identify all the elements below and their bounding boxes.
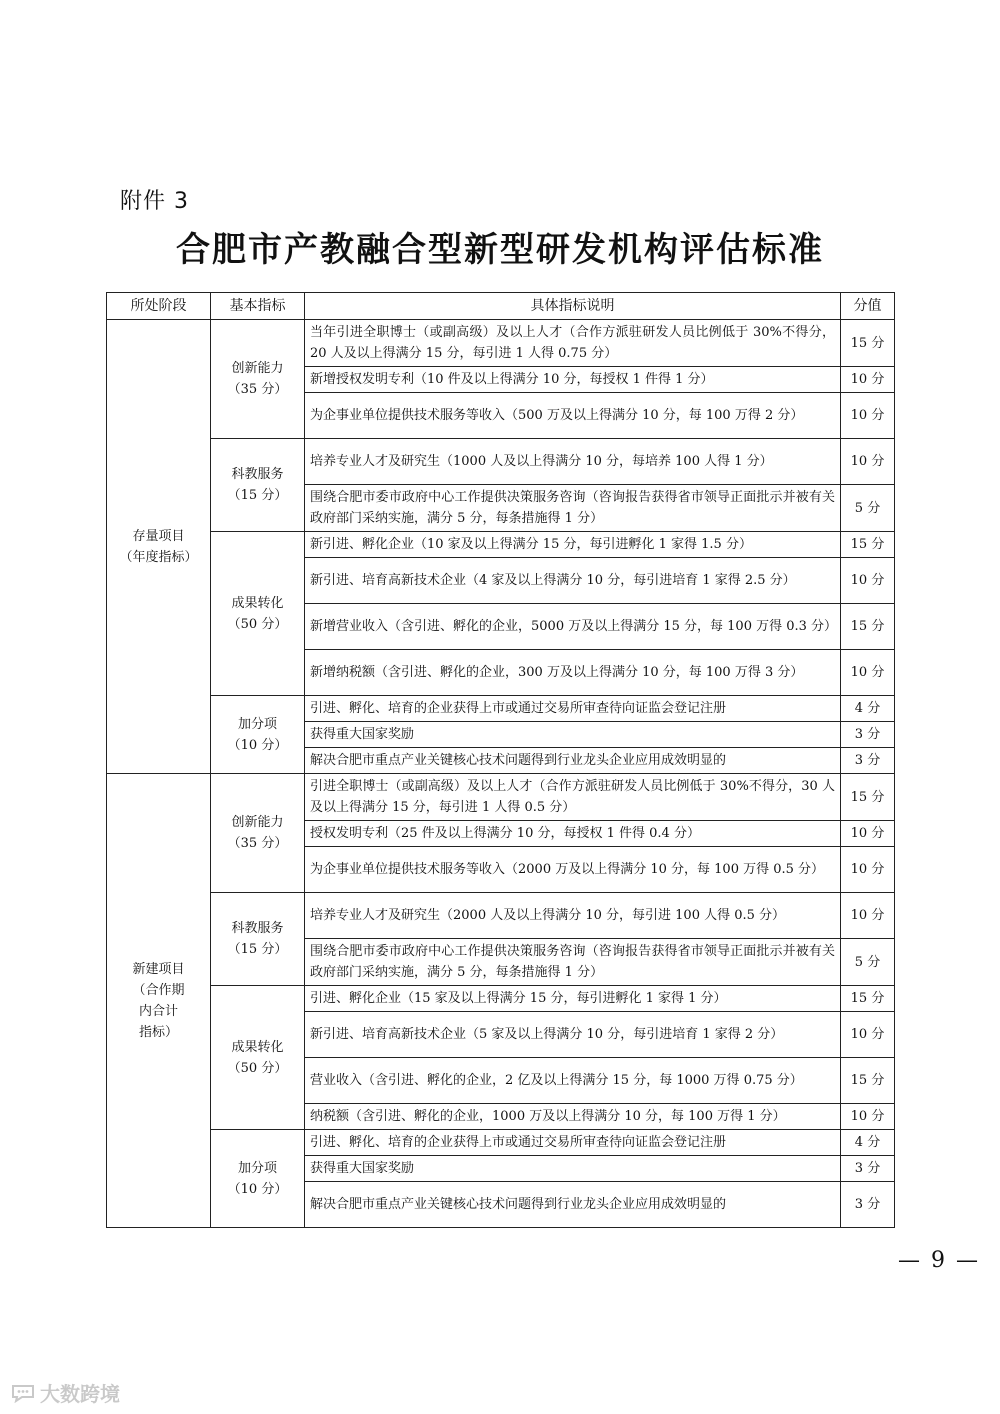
- indicator-description-cell: 授权发明专利（25 件及以上得满分 10 分，每授权 1 件得 0.4 分）: [305, 821, 841, 847]
- indicator-description-cell: 为企事业单位提供技术服务等收入（500 万及以上得满分 10 分，每 100 万得 2 分）: [305, 393, 841, 439]
- indicator-description-cell: 当年引进全职博士（或副高级）及以上人才（合作方派驻研发人员比例低于 30%不得分，20 人及以上得满分 15 分，每引进 1 人得 0.75 分）: [305, 320, 841, 367]
- header-basic-indicator: 基本指标: [211, 293, 305, 320]
- indicator-description-cell: 新引进、培育高新技术企业（4 家及以上得满分 10 分，每引进培育 1 家得 2.5 分）: [305, 558, 841, 604]
- indicator-description-cell: 引进、孵化、培育的企业获得上市或通过交易所审查待向证监会登记注册: [305, 696, 841, 722]
- basic-indicator-cell: 成果转化 （50 分）: [211, 532, 305, 696]
- basic-indicator-cell: 加分项 （10 分）: [211, 1130, 305, 1228]
- score-cell: 15 分: [841, 320, 895, 367]
- watermark-text: 大数跨境: [40, 1382, 120, 1406]
- table-row: [107, 320, 895, 367]
- score-cell: 10 分: [841, 558, 895, 604]
- table-header-row: [107, 293, 895, 320]
- table-row: [107, 532, 895, 558]
- score-cell: 5 分: [841, 485, 895, 532]
- table-row: [107, 1130, 895, 1156]
- indicator-description-cell: 引进、孵化企业（15 家及以上得满分 15 分，每引进孵化 1 家得 1 分）: [305, 986, 841, 1012]
- indicator-description-cell: 纳税额（含引进、孵化的企业，1000 万及以上得满分 10 分，每 100 万得 1 分）: [305, 1104, 841, 1130]
- score-cell: 3 分: [841, 748, 895, 774]
- speech-bubble-icon: [10, 1383, 36, 1403]
- table-row: [107, 696, 895, 722]
- score-cell: 3 分: [841, 1156, 895, 1182]
- indicator-description-cell: 新增授权发明专利（10 件及以上得满分 10 分，每授权 1 件得 1 分）: [305, 367, 841, 393]
- page-number: — 9 —: [898, 1248, 980, 1273]
- header-score: 分值: [841, 293, 895, 320]
- table-row: [107, 439, 895, 485]
- indicator-description-cell: 解决合肥市重点产业关键核心技术问题得到行业龙头企业应用成效明显的: [305, 1182, 841, 1228]
- table-row: [107, 986, 895, 1012]
- score-cell: 10 分: [841, 893, 895, 939]
- score-cell: 3 分: [841, 722, 895, 748]
- indicator-description-cell: 营业收入（含引进、孵化的企业，2 亿及以上得满分 15 分，每 1000 万得 0.75 分）: [305, 1058, 841, 1104]
- indicator-description-cell: 新增纳税额（含引进、孵化的企业，300 万及以上得满分 10 分，每 100 万得 3 分）: [305, 650, 841, 696]
- score-cell: 3 分: [841, 1182, 895, 1228]
- score-cell: 10 分: [841, 393, 895, 439]
- evaluation-table: [106, 292, 895, 1228]
- indicator-description-cell: 围绕合肥市委市政府中心工作提供决策服务咨询（咨询报告获得省市领导正面批示并被有关政府部门采纳实施，满分 5 分，每条措施得 1 分）: [305, 939, 841, 986]
- table-body: [107, 320, 895, 1228]
- score-cell: 15 分: [841, 986, 895, 1012]
- indicator-description-cell: 培养专业人才及研究生（2000 人及以上得满分 10 分，每引进 100 人得 0.5 分）: [305, 893, 841, 939]
- score-cell: 15 分: [841, 532, 895, 558]
- basic-indicator-cell: 成果转化 （50 分）: [211, 986, 305, 1130]
- indicator-description-cell: 新引进、培育高新技术企业（5 家及以上得满分 10 分，每引进培育 1 家得 2 分）: [305, 1012, 841, 1058]
- score-cell: 5 分: [841, 939, 895, 986]
- score-cell: 4 分: [841, 1130, 895, 1156]
- score-cell: 4 分: [841, 696, 895, 722]
- basic-indicator-cell: 科教服务 （15 分）: [211, 893, 305, 986]
- score-cell: 10 分: [841, 821, 895, 847]
- score-cell: 10 分: [841, 1104, 895, 1130]
- score-cell: 10 分: [841, 439, 895, 485]
- page-title: 合肥市产教融合型新型研发机构评估标准: [176, 230, 824, 270]
- watermark: [10, 1378, 120, 1407]
- indicator-description-cell: 新引进、孵化企业（10 家及以上得满分 15 分，每引进孵化 1 家得 1.5 分）: [305, 532, 841, 558]
- score-cell: 10 分: [841, 1012, 895, 1058]
- attachment-label: 附件 3: [120, 189, 189, 214]
- table-row: [107, 774, 895, 821]
- indicator-description-cell: 获得重大国家奖励: [305, 722, 841, 748]
- indicator-description-cell: 新增营业收入（含引进、孵化的企业，5000 万及以上得满分 15 分，每 100 万得 0.3 分）: [305, 604, 841, 650]
- basic-indicator-cell: 科教服务 （15 分）: [211, 439, 305, 532]
- score-cell: 15 分: [841, 774, 895, 821]
- stage-cell: 新建项目 （合作期 内合计 指标）: [107, 774, 211, 1228]
- score-cell: 15 分: [841, 604, 895, 650]
- table-row: [107, 893, 895, 939]
- header-stage: 所处阶段: [107, 293, 211, 320]
- basic-indicator-cell: 加分项 （10 分）: [211, 696, 305, 774]
- basic-indicator-cell: 创新能力 （35 分）: [211, 320, 305, 439]
- score-cell: 10 分: [841, 650, 895, 696]
- indicator-description-cell: 为企事业单位提供技术服务等收入（2000 万及以上得满分 10 分，每 100 万得 0.5 分）: [305, 847, 841, 893]
- indicator-description-cell: 引进全职博士（或副高级）及以上人才（合作方派驻研发人员比例低于 30%不得分，30 人及以上得满分 15 分，每引进 1 人得 0.5 分）: [305, 774, 841, 821]
- indicator-description-cell: 围绕合肥市委市政府中心工作提供决策服务咨询（咨询报告获得省市领导正面批示并被有关政府部门采纳实施，满分 5 分，每条措施得 1 分）: [305, 485, 841, 532]
- stage-cell: 存量项目 （年度指标）: [107, 320, 211, 774]
- score-cell: 15 分: [841, 1058, 895, 1104]
- basic-indicator-cell: 创新能力 （35 分）: [211, 774, 305, 893]
- indicator-description-cell: 获得重大国家奖励: [305, 1156, 841, 1182]
- indicator-description-cell: 解决合肥市重点产业关键核心技术问题得到行业龙头企业应用成效明显的: [305, 748, 841, 774]
- score-cell: 10 分: [841, 367, 895, 393]
- header-indicator-description: 具体指标说明: [305, 293, 841, 320]
- indicator-description-cell: 引进、孵化、培育的企业获得上市或通过交易所审查待向证监会登记注册: [305, 1130, 841, 1156]
- indicator-description-cell: 培养专业人才及研究生（1000 人及以上得满分 10 分，每培养 100 人得 1 分）: [305, 439, 841, 485]
- score-cell: 10 分: [841, 847, 895, 893]
